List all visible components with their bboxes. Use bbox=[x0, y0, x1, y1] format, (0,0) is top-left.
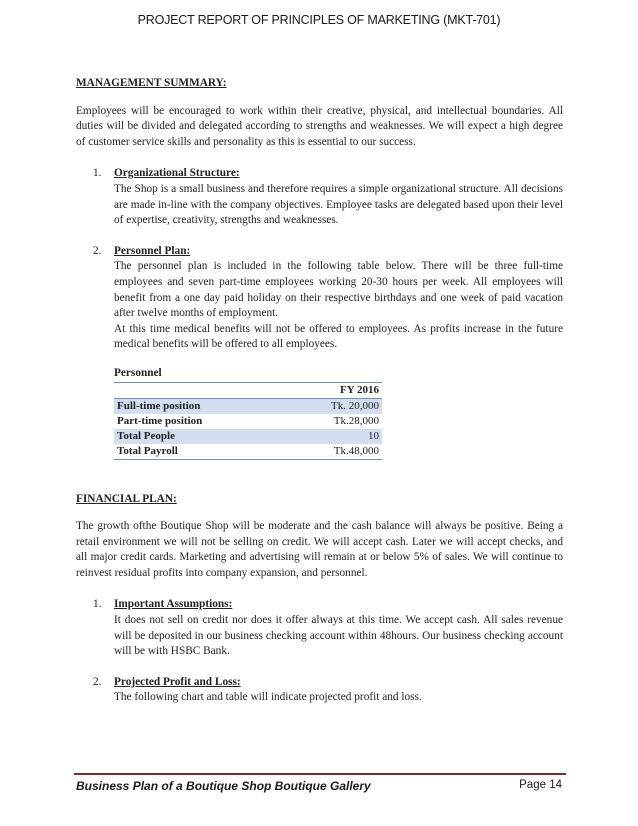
row-label: Total People bbox=[114, 429, 282, 444]
row-value: Tk. 20,000 bbox=[282, 398, 382, 414]
table-row bbox=[114, 444, 382, 460]
organizational-structure-text: The Shop is a small business and therefore requires a simple organizational structure. All decisions are made in-line with the company objectives. Employee tasks are delegated based upon their level of expertise, creativity, strengths and weaknesses. bbox=[114, 182, 563, 227]
management-summary-heading: MANAGEMENT SUMMARY: bbox=[76, 77, 227, 89]
projected-profit-loss-text: The following chart and table will indicate projected profit and loss. bbox=[114, 691, 422, 704]
projected-profit-loss-title: Projected Profit and Loss: bbox=[114, 675, 241, 688]
management-summary-text: Employees will be encouraged to work within their creative, physical, and intellectual boundaries. All duties will be divided and delegated according to strengths and weaknesses. We will expect a high degree of customer service skills and personality as this is essential to our success. bbox=[76, 104, 563, 148]
row-value: Tk.48,000 bbox=[282, 444, 382, 460]
running-header: PROJECT REPORT OF PRINCIPLES OF MARKETING (MKT-701) bbox=[137, 13, 501, 27]
row-value: 10 bbox=[282, 429, 382, 444]
list-number: 2. bbox=[93, 244, 102, 257]
personnel-table bbox=[114, 382, 382, 460]
table-row bbox=[114, 429, 382, 444]
row-label: Total Payroll bbox=[114, 444, 282, 460]
personnel-plan-text: The personnel plan is included in the following table below. There will be three full-time employees and seven part-time employees working 20-30 hours per week. All employees will benefit from a one day paid holiday on their respective birthdays and one week of paid vacation after twelve months of employment. bbox=[114, 260, 563, 320]
list-number: 1. bbox=[93, 167, 102, 180]
financial-plan-text: The growth ofthe Boutique Shop will be moderate and the cash balance will always be positive. Being a retail environment we will not be selling on credit. We will accept cash. Later we will accept checks, and all major credit cards. Marketing and advertising will remain at or below 5% of sales. We will continue to reinvest residual profits into company expansion, and personnel. bbox=[76, 520, 563, 579]
page-number: Page 14 bbox=[519, 779, 562, 791]
list-number: 1. bbox=[93, 598, 102, 611]
row-label: Part-time position bbox=[117, 414, 203, 427]
list-item bbox=[76, 166, 563, 228]
page-content bbox=[76, 76, 563, 706]
list-item bbox=[76, 597, 563, 659]
organizational-structure-title: Organizational Structure: bbox=[114, 167, 240, 180]
personnel-plan-text-2: At this time medical benefits will not be offered to employees. As profits increase in the future medical benefits will be offered to all employees. bbox=[114, 322, 563, 351]
list-number: 2. bbox=[93, 675, 102, 688]
important-assumptions-text: It does not sell on credit nor does it offer always at this time. We accept cash. All sales revenue will be deposited in our business checking account within 48hours. Our business checking account will be with HSBC Bank. bbox=[114, 614, 563, 658]
row-label: Full-time position bbox=[114, 398, 282, 414]
column-header-fy2016: FY 2016 bbox=[282, 382, 382, 398]
footer-divider bbox=[74, 773, 566, 775]
table-row bbox=[114, 398, 382, 414]
table-row bbox=[114, 414, 382, 429]
footer-title: Business Plan of a Boutique Shop Boutique Gallery bbox=[76, 779, 371, 793]
personnel-plan-title: Personnel Plan: bbox=[114, 244, 191, 257]
list-item bbox=[76, 675, 563, 706]
table-header-row bbox=[114, 382, 382, 398]
list-item bbox=[76, 244, 563, 353]
row-value: Tk.28,000 bbox=[333, 414, 379, 427]
personnel-table-caption: Personnel bbox=[114, 366, 162, 379]
important-assumptions-title: Important Assumptions: bbox=[114, 598, 233, 611]
financial-plan-heading: FINANCIAL PLAN: bbox=[76, 492, 177, 505]
